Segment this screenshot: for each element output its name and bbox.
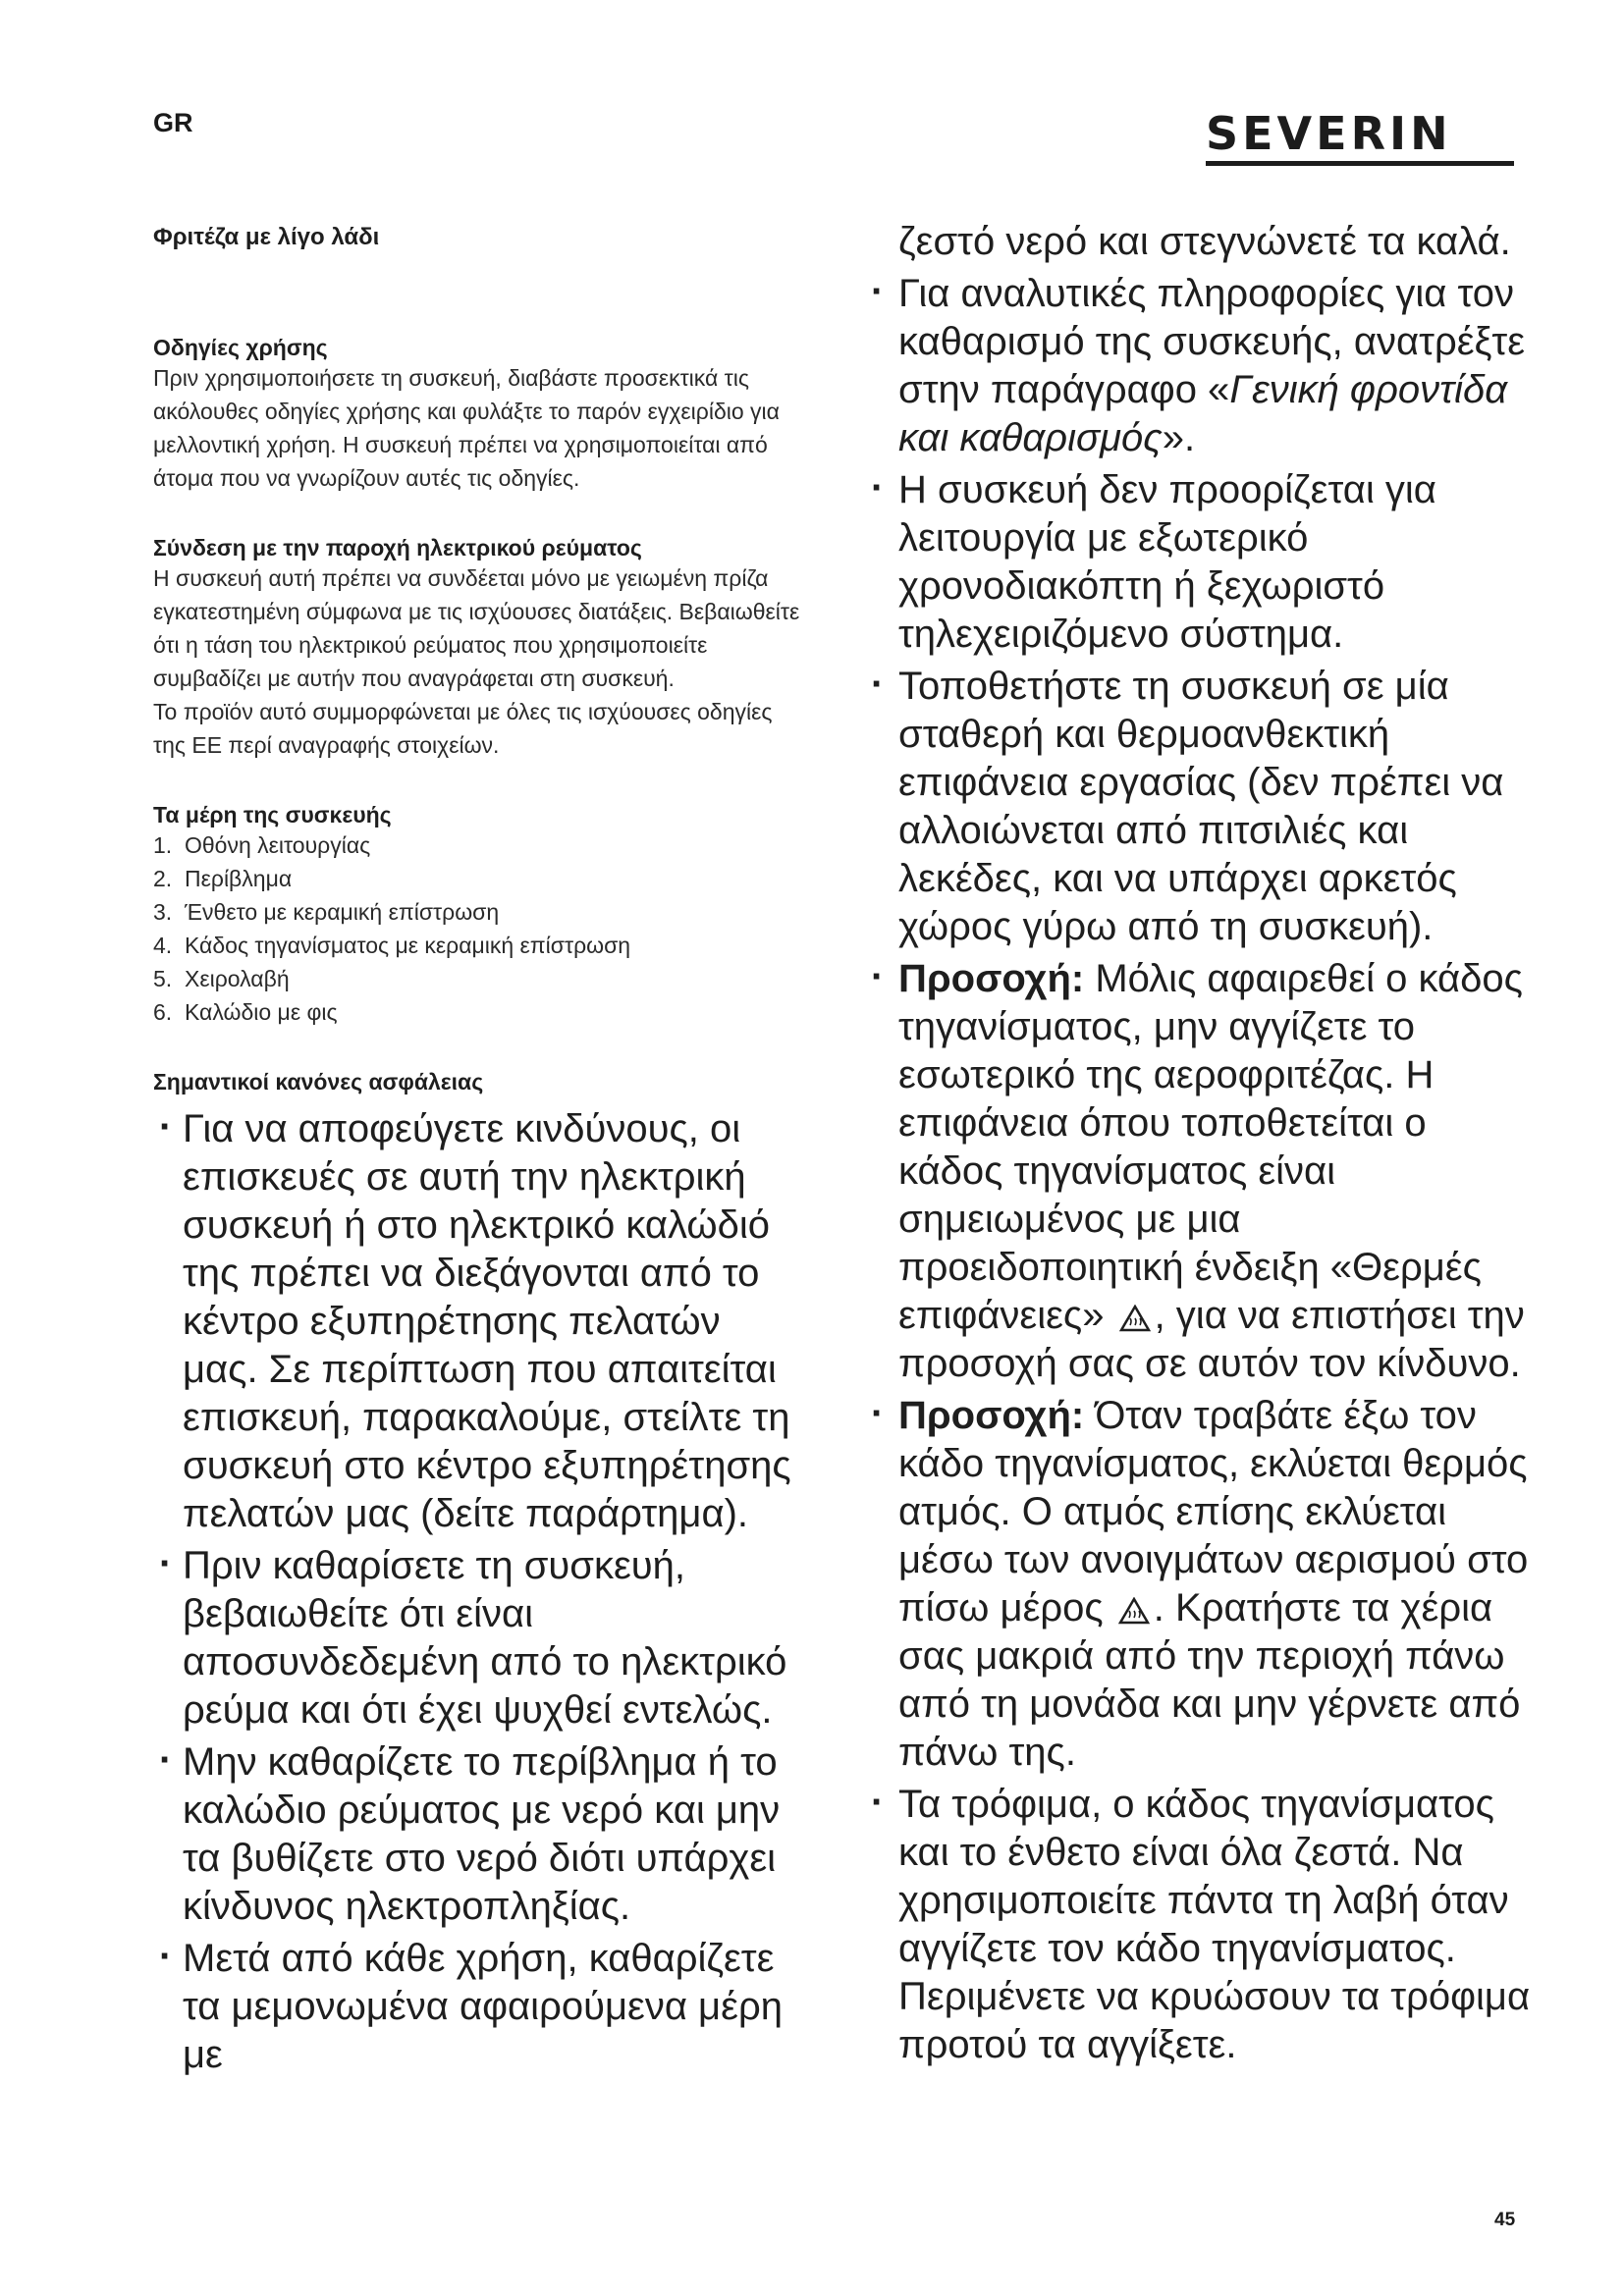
part-label: Κάδος τηγανίσματος με κεραμική επίστρωση (185, 933, 631, 958)
warning-text: Μόλις αφαιρεθεί ο κάδος τηγανίσματος, μην αγγίζετε το εσωτερικό της αεροφριτέζας. Η επιφάνεια όπου τοποθετείται ο κάδος τηγανίσματος είναι σημειωμένος με μια προειδοποιητική ένδειξη «Θερμές επιφάνειες» (898, 957, 1523, 1337)
part-label: Οθόνη λειτουργίας (185, 832, 371, 858)
reference-close: ». (1162, 416, 1196, 459)
instructions-heading: Οδηγίες χρήσης (153, 335, 328, 360)
safety-list-continued (857, 270, 1535, 2069)
list-item: · Μην καθαρίζετε το περίβλημα ή το καλώδιο ρεύματος με νερό και μην τα βυθίζετε στο νερό διότι υπάρχει κίνδυνος ηλεκτροπληξίας. (153, 1738, 806, 1931)
list-item: · Τοποθετήστε τη συσκευή σε μία σταθερή και θερμοανθεκτική επιφάνεια εργασίας (δεν πρέπει να αλλοιώνεται από πιτσιλιές και λεκέδες, και να υπάρχει αρκετός χώρος γύρω από τη συσκευή). (857, 663, 1535, 951)
list-item: · Η συσκευή δεν προορίζεται για λειτουργία με εξωτερικό χρονοδιακόπτη ή ξεχωριστό τηλεχειριζόμενο σύστημα. (857, 466, 1535, 659)
part-label: Καλώδιο με φις (185, 999, 338, 1025)
warning-label: Προσοχή: (898, 957, 1085, 1000)
part-number: 1. (153, 832, 173, 858)
safety-heading: Σημαντικοί κανόνες ασφάλειας (153, 1069, 484, 1095)
list-item (153, 929, 806, 962)
instructions-text: Πριν χρησιμοποιήσετε τη συσκευή, διαβάστε προσεκτικά τις ακόλουθες οδηγίες χρήσης και φυλάξτε το παρόν εγχειρίδιο για μελλοντική χρήση. Η συσκευή πρέπει να χρησιμοποιείται από άτομα που να γνωρίζουν αυτές τις οδηγίες. (153, 365, 780, 491)
list-item (153, 995, 806, 1029)
list-item (857, 270, 1535, 462)
parts-heading: Τα μέρη της συσκευής (153, 802, 392, 828)
parts-section (153, 801, 806, 1029)
conformity-text: Το προϊόν αυτό συμμορφώνεται με όλες τις ισχύουσες οδηγίες της ΕΕ περί αναγραφής στοιχείων. (153, 699, 773, 758)
part-number: 4. (153, 933, 173, 958)
list-item (857, 1392, 1535, 1777)
part-label: Περίβλημα (185, 866, 293, 891)
list-item: · Τα τρόφιμα, ο κάδος τηγανίσματος και το ένθετο είναι όλα ζεστά. Να χρησιμοποιείτε πάντα τη λαβή όταν αγγίζετε τον κάδο τηγανίσματος. Περιμένετε να κρυώσουν τα τρόφιμα προτού τα αγγίξετε. (857, 1781, 1535, 2069)
part-number: 3. (153, 899, 173, 925)
warning-text: Όταν τραβάτε έξω τον κάδο τηγανίσματος, εκλύεται θερμός ατμός. Ο ατμός επίσης εκλύεται μέσω των ανοιγμάτων αερισμού στο πίσω μέρος (898, 1394, 1529, 1629)
reference-text: Για αναλυτικές πληροφορίες για τον καθαρισμό της συσκευής, ανατρέξτε στην παράγραφο « (898, 272, 1526, 411)
list-item: · Πριν καθαρίσετε τη συσκευή, βεβαιωθείτε ότι είναι αποσυνδεδεμένη από το ηλεκτρικό ρεύμα και ότι έχει ψυχθεί εντελώς. (153, 1542, 806, 1735)
part-label: Ένθετο με κεραμική επίστρωση (185, 899, 500, 925)
connection-heading: Σύνδεση με την παροχή ηλεκτρικού ρεύματος (153, 535, 642, 561)
logo-underline (1206, 161, 1514, 166)
part-number: 2. (153, 866, 173, 891)
warning-text-end: . Κρατήστε τα χέρια σας μακριά από την περιοχή πάνω από τη μονάδα και μην γέρνετε από πάνω της. (898, 1586, 1521, 1774)
list-item (153, 862, 806, 895)
instructions-section (153, 334, 806, 495)
list-item: · Για να αποφεύγετε κινδύνους, οι επισκευές σε αυτή την ηλεκτρική συσκευή ή στο ηλεκτρικό καλώδιό της πρέπει να διεξάγονται από το κέντρο εξυπηρέτησης πελατών μας. Σε περίπτωση που απαιτείται επισκευή, παρακαλούμε, στείλτε τη συσκευή στο κέντρο εξυπηρέτησης πελατών μας (δείτε παράρτημα). (153, 1105, 806, 1538)
section-reference: Γενική φροντίδα και καθαρισμός (898, 368, 1508, 459)
hot-surface-warning-icon (1119, 1305, 1151, 1332)
brand-logo (1206, 108, 1514, 169)
safety-section (153, 1068, 806, 2079)
list-item (153, 895, 806, 929)
warning-text-end: , για να επιστήσει την προσοχή σας σε αυτόν τον κίνδυνο. (898, 1294, 1525, 1385)
connection-text: Η συσκευή αυτή πρέπει να συνδέεται μόνο με γειωμένη πρίζα εγκατεστημένη σύμφωνα με τις ισχύουσες διατάξεις. Βεβαιωθείτε ότι η τάση του ηλεκτρικού ρεύματος που χρησιμοποιείτε συμβαδίζει με αυτήν που αναγράφεται στη συσκευή. (153, 565, 800, 691)
right-column (857, 218, 1535, 2073)
list-item (153, 828, 806, 862)
connection-section (153, 534, 806, 762)
hot-steam-warning-icon (1118, 1597, 1150, 1625)
part-number: 6. (153, 999, 173, 1025)
page-number: 45 (1494, 2210, 1516, 2230)
part-number: 5. (153, 966, 173, 991)
left-column (153, 224, 806, 2083)
list-item: · Μετά από κάθε χρήση, καθαρίζετε τα μεμονωμένα αφαιρούμενα μέρη με (153, 1935, 806, 2079)
list-item (153, 962, 806, 995)
part-label: Χειρολαβή (185, 966, 290, 991)
page-title: Φριτέζα με λίγο λάδι (153, 224, 380, 250)
brand-name: SEVERIN (1206, 107, 1452, 160)
list-item (857, 955, 1535, 1388)
safety-continuation: ζεστό νερό και στεγνώνετέ τα καλά. (898, 220, 1511, 263)
language-code: GR (153, 108, 193, 137)
safety-list (153, 1105, 806, 2079)
parts-list (153, 828, 806, 1029)
warning-label: Προσοχή: (898, 1394, 1085, 1437)
